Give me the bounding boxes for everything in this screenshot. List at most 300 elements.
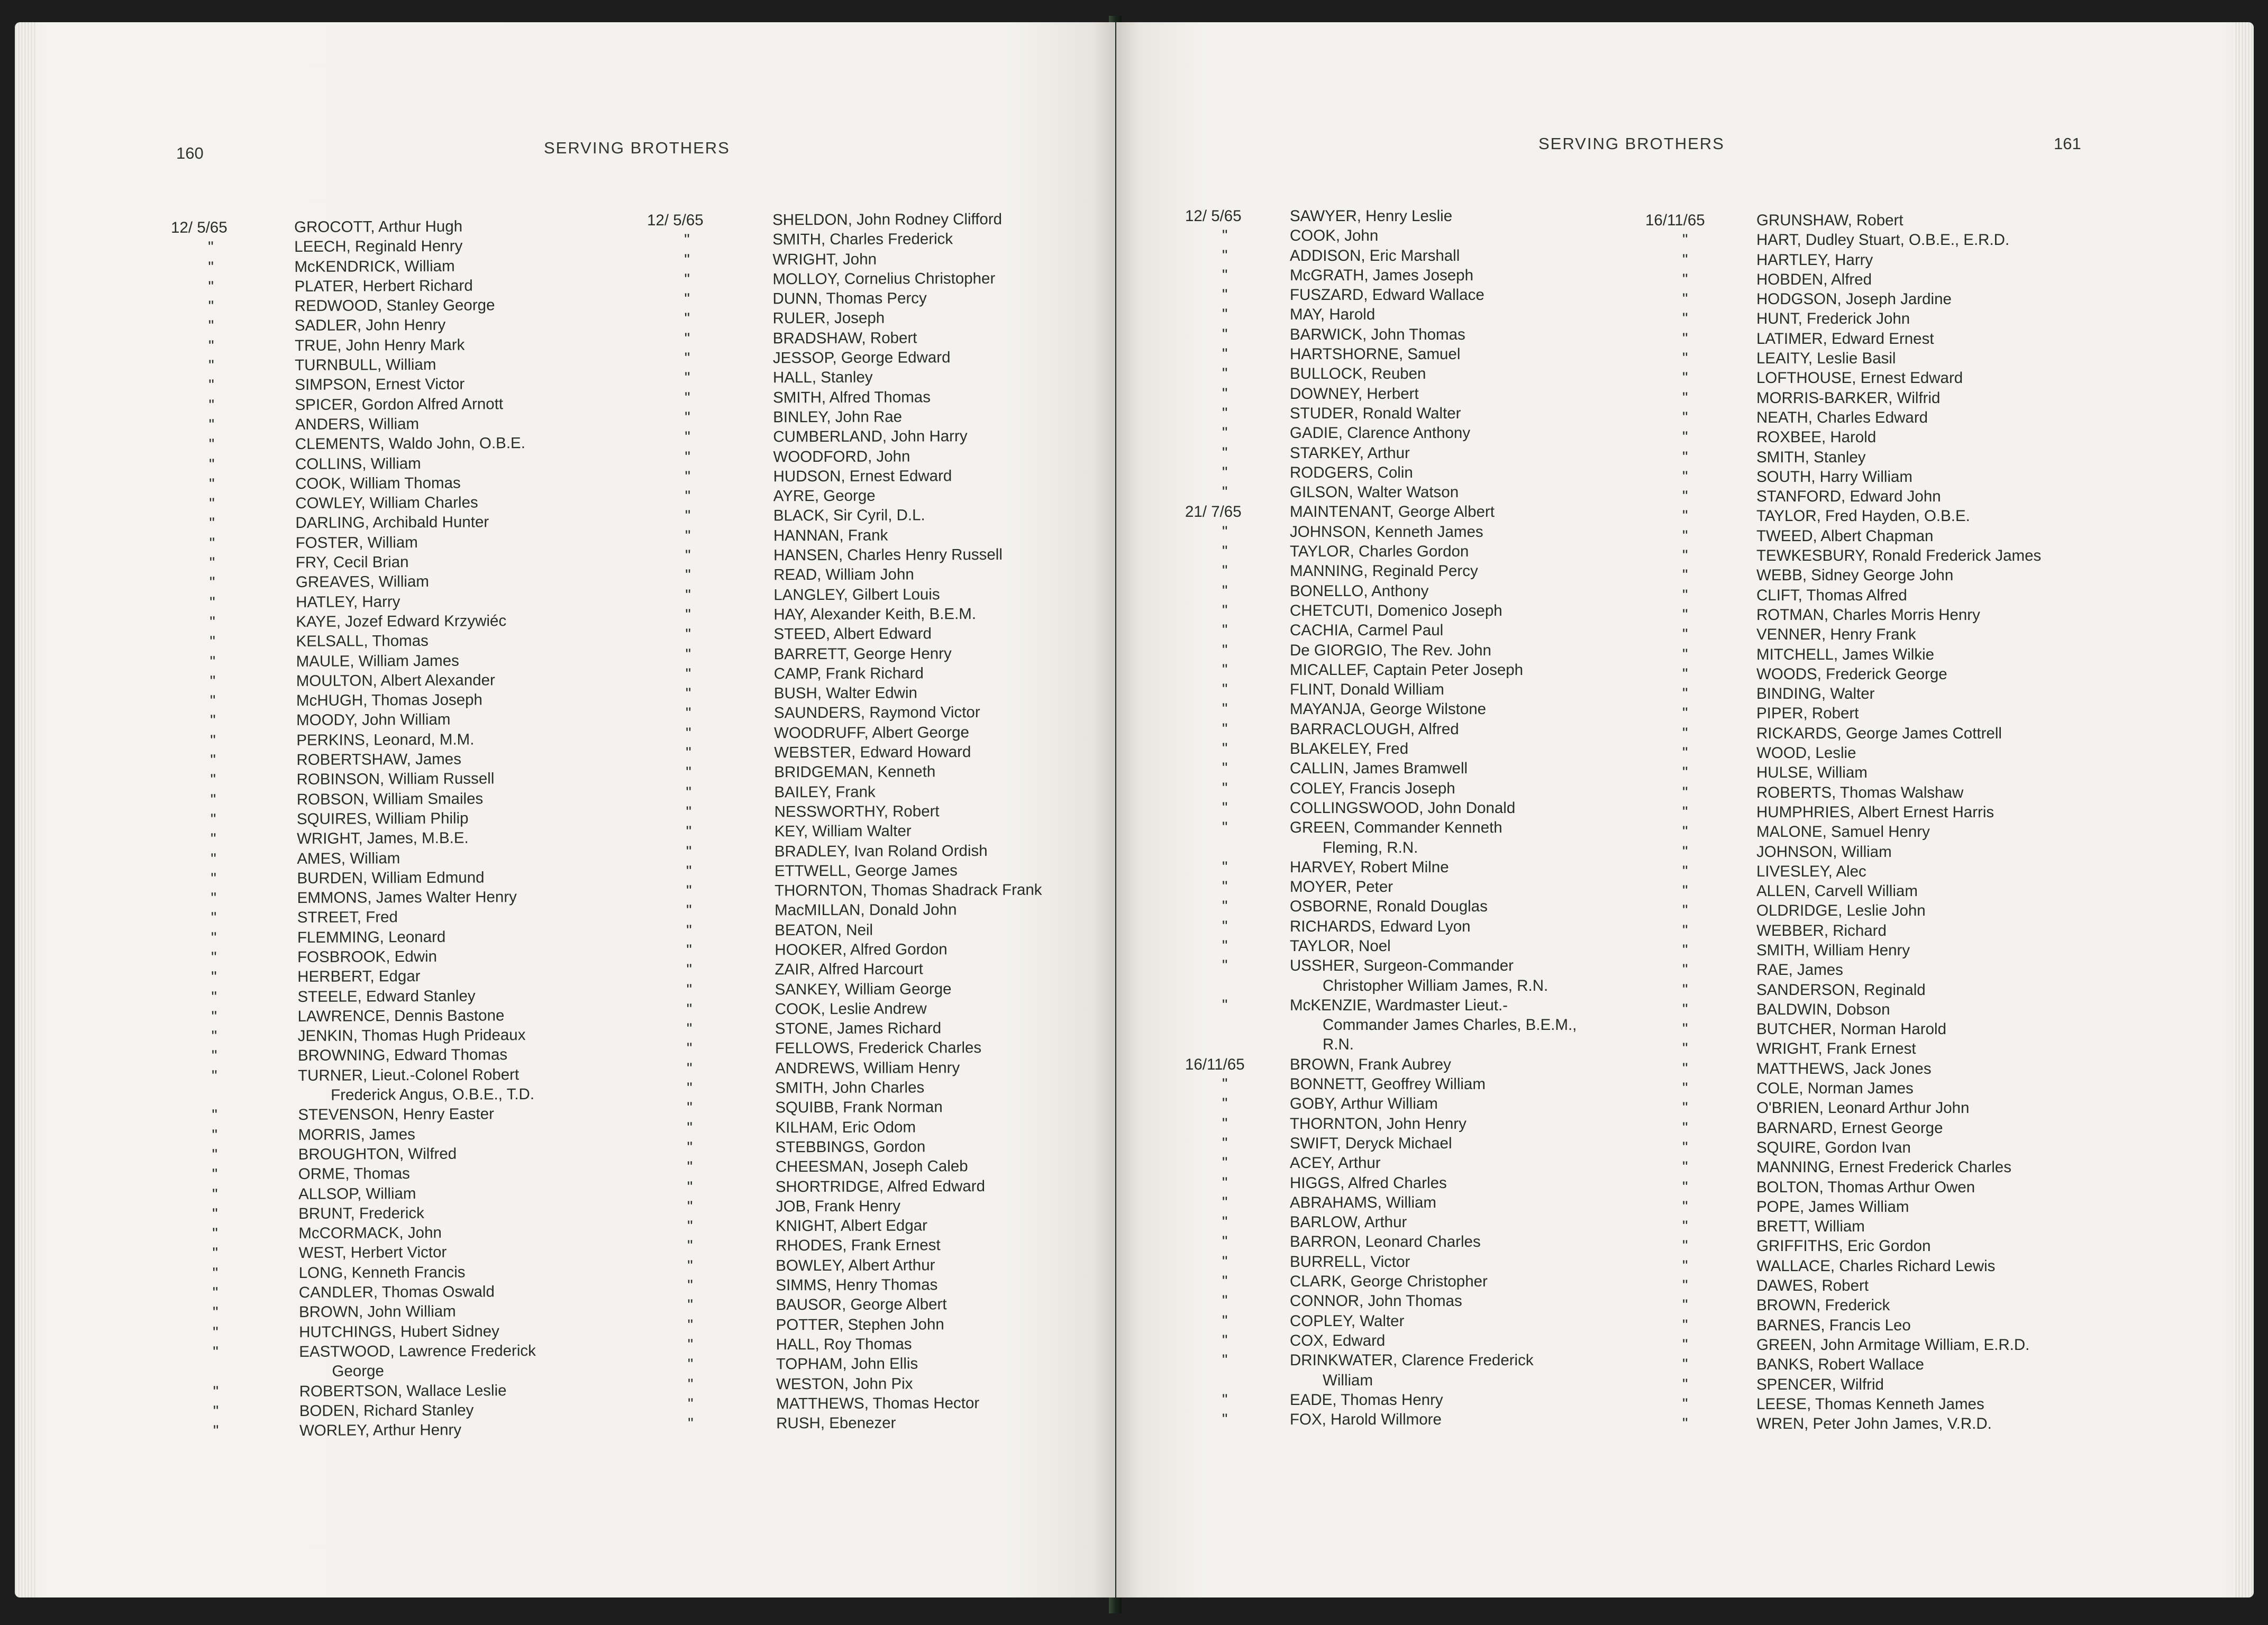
ditto-mark: " (1222, 1411, 1228, 1429)
member-name: FOSBROOK, Edwin (297, 947, 438, 966)
entry-date (171, 316, 295, 336)
list-item (647, 249, 1040, 270)
entry-date (1185, 581, 1290, 601)
list-item (1185, 1114, 1577, 1134)
list-item (171, 374, 532, 395)
entry-date (1645, 388, 1756, 408)
ditto-mark: " (208, 357, 214, 375)
list-item (1185, 1193, 1577, 1212)
ditto-mark: " (687, 1138, 693, 1156)
ditto-mark: " (1682, 1415, 1688, 1433)
ditto-mark: " (1682, 251, 1688, 269)
list-item (1185, 798, 1577, 818)
member-name: McGRATH, James Joseph (1290, 266, 1473, 284)
entry-date (1185, 1252, 1290, 1272)
ditto-mark: " (1222, 523, 1228, 541)
ditto-mark: " (1682, 369, 1688, 387)
member-name: HARTLEY, Harry (1756, 251, 1873, 269)
ditto-mark: " (212, 1126, 218, 1144)
ditto-mark: " (209, 573, 215, 592)
entry-date (171, 355, 295, 376)
entry-date (648, 526, 773, 546)
entry-date (174, 848, 297, 869)
list-item (172, 552, 533, 573)
ditto-mark: " (1222, 1213, 1228, 1231)
member-name: VENNER, Henry Frank (1756, 626, 1916, 644)
entry-date (1645, 309, 1756, 328)
list-item (174, 828, 534, 849)
entry-date (1185, 798, 1290, 818)
ditto-mark: " (687, 1158, 693, 1176)
entry-date (176, 1322, 299, 1343)
member-name: STEED, Albert Edward (773, 625, 932, 643)
ditto-mark: " (686, 764, 691, 782)
list-item (1185, 344, 1577, 364)
ditto-mark: " (685, 684, 691, 702)
entry-date (649, 881, 775, 901)
entry-date (174, 770, 297, 790)
right-page (1116, 22, 2254, 1597)
entry-date (649, 723, 774, 743)
entry-date (1645, 1414, 1756, 1434)
entry-date (1645, 1256, 1756, 1276)
list-item (1645, 1079, 2041, 1098)
entry-date (174, 967, 297, 987)
entry-date (1185, 325, 1290, 344)
member-name: LAWRENCE, Dennis Bastone (297, 1007, 505, 1025)
ditto-mark: " (1682, 744, 1688, 762)
entry-date (173, 750, 296, 770)
entry-date (649, 861, 775, 881)
entry-date (1645, 1394, 1756, 1414)
list-item (648, 387, 1041, 408)
list-item (176, 1262, 536, 1283)
member-name: CUMBERLAND, John Harry (773, 427, 968, 446)
list-item (651, 1413, 1044, 1434)
entry-date (1185, 305, 1290, 324)
ditto-mark: " (1222, 1352, 1228, 1370)
ditto-mark: " (687, 1316, 694, 1334)
member-name: HULSE, William (1756, 764, 1868, 782)
name-column (1185, 206, 1577, 1429)
ditto-mark: " (211, 988, 217, 1006)
member-name: HUDSON, Ernest Edward (773, 467, 952, 486)
member-name: WOODRUFF, Albert George (774, 723, 969, 742)
entry-date (1185, 423, 1290, 443)
list-item (1185, 857, 1577, 877)
ditto-mark: " (1222, 957, 1228, 975)
name-column (171, 216, 536, 1441)
ditto-mark: " (1682, 448, 1688, 466)
ditto-mark: " (1682, 1297, 1688, 1314)
list-item (1185, 226, 1577, 245)
list-item (1645, 388, 2041, 408)
ditto-mark: " (1222, 661, 1228, 679)
list-item (1185, 936, 1577, 956)
list-item (648, 624, 1041, 645)
member-name: COLLINS, William (295, 454, 421, 473)
ditto-mark: " (210, 751, 216, 769)
list-item (171, 354, 532, 376)
list-item (1185, 463, 1577, 482)
left-page (15, 22, 1115, 1597)
member-name: BONELLO, Anthony (1290, 582, 1429, 600)
member-name: STONE, James Richard (775, 1019, 942, 1038)
member-name: BOLTON, Thomas Arthur Owen (1756, 1178, 1975, 1196)
list-item (1645, 1256, 2041, 1276)
list-item (173, 729, 533, 751)
entry-date (1185, 699, 1290, 719)
entry-date (648, 545, 773, 565)
member-name: STUDER, Ronald Walter (1290, 404, 1461, 422)
list-item (1645, 664, 2041, 684)
ditto-mark: " (686, 1000, 693, 1018)
ditto-mark: " (208, 416, 215, 434)
entry-date (1645, 1177, 1756, 1197)
member-name: STEBBINGS, Gordon (775, 1138, 926, 1156)
entry-date (650, 1275, 776, 1295)
member-name: WESTON, John Pix (776, 1374, 913, 1393)
ditto-mark: " (210, 653, 216, 671)
list-item (649, 900, 1042, 921)
list-item (1645, 1217, 2041, 1236)
member-name: HIGGS, Alfred Charles (1290, 1174, 1447, 1192)
ditto-mark: " (212, 1146, 218, 1164)
list-item (1645, 349, 2041, 368)
list-item (1185, 482, 1577, 502)
list-item (1185, 581, 1577, 601)
list-item (172, 512, 532, 533)
member-name: MORRIS-BARKER, Wilfrid (1756, 389, 1941, 407)
member-name: SMITH, Stanley (1756, 448, 1866, 466)
entry-date (174, 809, 297, 829)
list-item (175, 1006, 535, 1027)
entry-date (1645, 487, 1756, 506)
ditto-mark: " (1682, 685, 1688, 703)
page-number: 161 (2054, 134, 2081, 153)
member-name: HALL, Stanley (772, 369, 873, 387)
ditto-mark: " (684, 290, 690, 308)
entry-date (649, 960, 775, 980)
entry-date (1185, 1094, 1290, 1113)
member-name: GROCOTT, Arthur Hugh (294, 217, 463, 236)
member-name: WOODS, Frederick George (1756, 665, 1947, 683)
member-name: ADDISON, Eric Marshall (1290, 247, 1460, 264)
entry-date (649, 821, 775, 842)
ditto-mark: " (685, 586, 691, 604)
entry-date (175, 1145, 298, 1165)
ditto-mark: " (687, 1217, 693, 1235)
ditto-mark: " (1682, 270, 1688, 288)
entry-date (175, 1007, 298, 1027)
member-name: FOX, Harold Willmore (1290, 1411, 1442, 1429)
ditto-mark: " (1682, 981, 1688, 999)
member-name: JENKIN, Thomas Hugh Prideaux (297, 1026, 526, 1045)
ditto-mark: " (687, 1060, 693, 1078)
ditto-mark: " (686, 961, 693, 979)
member-name: WEBBER, Richard (1756, 921, 1887, 939)
member-name: EASTWOOD, Lawrence Frederick (299, 1341, 536, 1361)
ditto-mark: " (1682, 1237, 1688, 1255)
ditto-mark: " (1682, 626, 1688, 644)
ditto-mark: " (1682, 1316, 1688, 1334)
entry-date (172, 612, 296, 632)
member-name: MICALLEF, Captain Peter Joseph (1290, 661, 1524, 679)
entry-date (176, 1401, 299, 1421)
member-name: William (1323, 1371, 1373, 1389)
list-item (172, 631, 533, 652)
member-name: BAUSOR, George Albert (776, 1295, 947, 1314)
ditto-mark: " (210, 633, 216, 651)
entry-date (1645, 881, 1756, 901)
ditto-mark: " (1682, 1020, 1688, 1038)
member-name: O'BRIEN, Leonard Arthur John (1756, 1099, 1970, 1117)
ditto-mark: " (1222, 404, 1228, 422)
entry-date (1185, 1114, 1290, 1134)
member-name: ANDERS, William (295, 415, 420, 433)
entry-date (176, 1263, 299, 1283)
member-name: STARKEY, Arthur (1290, 444, 1410, 462)
name-column (1645, 211, 2041, 1434)
list-item (1185, 443, 1577, 463)
member-name: PLATER, Herbert Richard (294, 277, 473, 295)
list-item (1645, 862, 2041, 881)
list-item (648, 545, 1041, 566)
entry-date: 12/ 5/65 (171, 218, 227, 236)
ditto-mark: " (1222, 1391, 1228, 1409)
member-name: PIPER, Robert (1756, 705, 1859, 723)
ditto-mark: " (210, 613, 215, 631)
ditto-mark: " (1682, 1257, 1688, 1275)
list-item (1645, 1276, 2041, 1295)
member-name: COX, Edward (1290, 1331, 1386, 1349)
member-name: Fleming, R.N. (1323, 838, 1418, 856)
member-name: BURRELL, Victor (1290, 1253, 1410, 1271)
list-item (1185, 305, 1577, 324)
entry-date (1645, 1059, 1756, 1079)
list-item (175, 1065, 535, 1086)
ditto-mark: " (684, 349, 690, 367)
entry-date (172, 415, 295, 435)
member-name: GREAVES, William (295, 573, 429, 591)
entry-date (1645, 1079, 1756, 1098)
list-item (173, 651, 533, 672)
ditto-mark: " (687, 1198, 693, 1216)
list-item (649, 860, 1042, 881)
ditto-mark: " (1682, 724, 1688, 742)
list-item (1645, 783, 2041, 802)
list-item (1185, 522, 1577, 542)
entry-date: 12/ 5/65 (647, 211, 704, 229)
member-name: LATIMER, Edward Ernest (1756, 330, 1934, 348)
member-name: MOULTON, Albert Alexander (296, 671, 495, 690)
ditto-mark: " (684, 369, 690, 387)
entry-date (1185, 601, 1290, 620)
member-name: ACEY, Arthur (1290, 1154, 1381, 1172)
entry-date (1645, 941, 1756, 960)
entry-date (1645, 427, 1756, 447)
entry-date: 16/11/65 (1185, 1055, 1245, 1073)
member-name: BARWICK, John Thomas (1290, 325, 1465, 343)
ditto-mark: " (687, 1178, 693, 1196)
list-item (648, 426, 1041, 448)
list-item (1185, 620, 1577, 640)
ditto-mark: " (1682, 389, 1688, 407)
member-name: HART, Dudley Stuart, O.B.E., E.R.D. (1756, 231, 2010, 249)
entry-date (1185, 542, 1290, 561)
ditto-mark: " (212, 1067, 217, 1085)
ditto-mark: " (1682, 941, 1688, 959)
list-item (1185, 285, 1577, 305)
list-item (1645, 842, 2041, 862)
entry-date (173, 731, 296, 751)
entry-date (171, 277, 294, 297)
list-item (1645, 1000, 2041, 1019)
ditto-mark: " (686, 981, 693, 999)
entry-date (649, 802, 775, 822)
list-item (173, 749, 533, 770)
entry-date (648, 368, 773, 388)
member-name: McKENDRICK, William (294, 257, 455, 276)
ditto-mark: " (1682, 1336, 1688, 1354)
ditto-mark: " (685, 527, 691, 545)
ditto-mark: " (1222, 325, 1228, 343)
ditto-mark: " (1222, 917, 1228, 935)
member-name: MANNING, Reginald Percy (1290, 562, 1478, 580)
ditto-mark: " (208, 455, 215, 473)
entry-date (176, 1283, 299, 1303)
ditto-mark: " (686, 1020, 693, 1038)
entry-date (1645, 901, 1756, 920)
ditto-mark: " (688, 1414, 694, 1432)
entry-date (171, 395, 295, 415)
entry-date (648, 585, 773, 605)
member-name: MOYER, Peter (1290, 878, 1393, 896)
member-name: CONNOR, John Thomas (1290, 1292, 1462, 1310)
entry-date (1185, 404, 1290, 423)
entry-date (1645, 230, 1756, 250)
ditto-mark: " (1682, 764, 1688, 782)
ditto-mark: " (1222, 1331, 1228, 1349)
list-item (650, 1294, 1043, 1316)
member-name: BRADSHAW, Robert (772, 329, 917, 348)
ditto-mark: " (1222, 444, 1228, 462)
entry-date (175, 1224, 298, 1244)
member-name: ALLEN, Carvell William (1756, 882, 1918, 900)
list-item (172, 492, 532, 514)
list-item (1185, 364, 1577, 384)
member-name: STEELE, Edward Stanley (297, 987, 476, 1006)
list-item (171, 315, 532, 336)
list-item (174, 946, 534, 967)
member-name: BONNETT, Geoffrey William (1290, 1075, 1486, 1093)
ditto-mark: " (687, 1355, 694, 1373)
member-name: TURNER, Lieut.-Colonel Robert (298, 1065, 520, 1084)
member-name: LEESE, Thomas Kenneth James (1756, 1395, 1984, 1413)
member-name: SMITH, Charles Frederick (772, 230, 953, 249)
ditto-mark: " (684, 270, 690, 288)
member-name: CAMP, Frank Richard (773, 664, 924, 683)
entry-date (1645, 1236, 1756, 1256)
member-name: SQUIBB, Frank Norman (775, 1098, 943, 1117)
entry-date (1185, 660, 1290, 680)
list-item (650, 1038, 1043, 1059)
entry-date (651, 1354, 776, 1374)
entry-date (1185, 1272, 1290, 1291)
list-item (650, 1196, 1043, 1217)
entry-date (648, 565, 773, 586)
entry-date (175, 1243, 298, 1263)
entry-date (647, 269, 772, 289)
member-name: FUSZARD, Edward Wallace (1290, 286, 1484, 304)
list-item (1645, 506, 2041, 526)
entry-date (647, 289, 772, 309)
list-item (1645, 605, 2041, 625)
ditto-mark: " (1222, 1193, 1228, 1211)
ditto-mark: " (1222, 247, 1228, 264)
list-item (1185, 246, 1577, 266)
member-name: WEBB, Sidney George John (1756, 567, 1954, 585)
member-name: CLIFT, Thomas Alfred (1756, 586, 1907, 604)
list-item (1185, 779, 1577, 798)
ditto-mark: " (210, 594, 215, 611)
member-name: George (332, 1362, 384, 1380)
member-name: GADIE, Clarence Anthony (1290, 424, 1471, 442)
ditto-mark: " (684, 330, 690, 348)
ditto-mark: " (209, 554, 215, 572)
list-item (1185, 996, 1577, 1015)
name-column (647, 209, 1044, 1434)
member-name: HODGSON, Joseph Jardine (1756, 290, 1952, 308)
entry-date (1645, 408, 1756, 427)
list-item (1185, 1212, 1577, 1232)
list-item (648, 367, 1041, 388)
list-item (172, 591, 533, 613)
ditto-mark: " (684, 251, 690, 269)
list-item (176, 1400, 536, 1421)
entry-date (648, 348, 773, 368)
list-item (1185, 976, 1577, 996)
member-name: MOLLOY, Cornelius Christopher (772, 269, 996, 288)
member-name: BAILEY, Frank (774, 783, 876, 801)
ditto-mark: " (1222, 720, 1228, 738)
member-name: HOOKER, Alfred Gordon (775, 941, 948, 959)
ditto-mark: " (1222, 1253, 1228, 1271)
member-name: TOPHAM, John Ellis (776, 1355, 918, 1373)
entry-date (1645, 1019, 1756, 1039)
list-item (175, 1144, 535, 1165)
member-name: DARLING, Archibald Hunter (295, 513, 489, 532)
member-name: CANDLER, Thomas Oswald (298, 1283, 495, 1301)
member-name: ROBSON, William Smailes (296, 790, 484, 808)
member-name: JOB, Frank Henry (775, 1197, 901, 1216)
member-name: THORNTON, John Henry (1290, 1115, 1467, 1133)
list-item (651, 1373, 1044, 1394)
member-name: ORME, Thomas (298, 1165, 410, 1183)
ditto-mark: " (210, 732, 216, 750)
member-name: MAINTENANT, George Albert (1290, 503, 1495, 521)
list-item (171, 335, 532, 356)
list-item (1645, 625, 2041, 644)
member-name: PERKINS, Leonard, M.M. (296, 731, 475, 749)
entry-date (650, 1019, 775, 1039)
list-item (648, 446, 1041, 467)
ditto-mark: " (212, 1284, 218, 1302)
member-name: COOK, William Thomas (295, 474, 461, 492)
entry-date (1645, 448, 1756, 467)
list-item (651, 1393, 1044, 1414)
member-name: BARLOW, Arthur (1290, 1213, 1407, 1231)
